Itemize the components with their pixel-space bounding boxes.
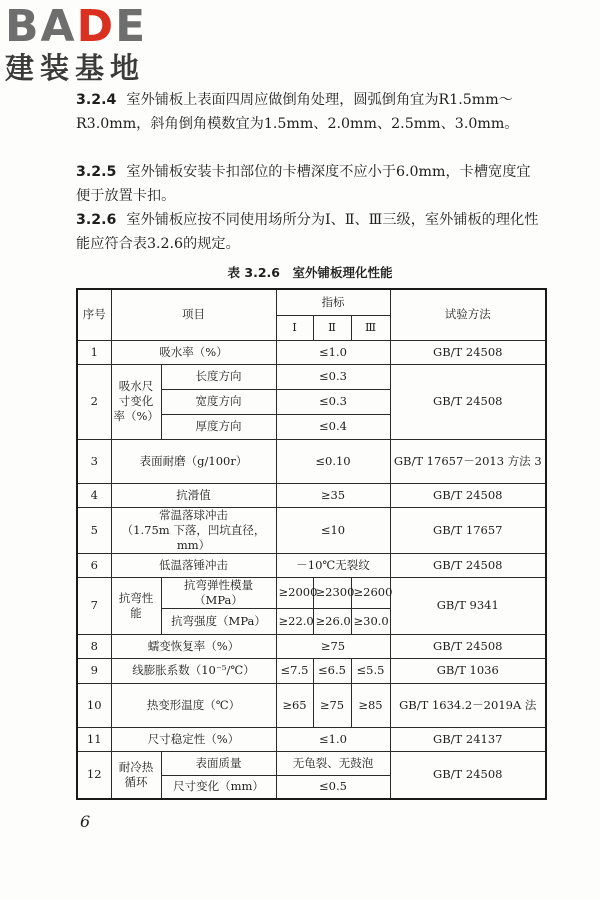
logo-wordmark: BADE [5,1,148,52]
header-item: 项目 [111,289,276,340]
row-method: GB/T 9341 [390,577,546,634]
row-number: 12 [77,751,111,799]
row-group: 吸水尺寸变化率（%） [111,364,161,439]
row-value: ≤0.5 [276,775,390,799]
row-value-grade-3: ≥2600 [351,577,390,608]
row-value: ≤0.4 [276,414,390,439]
row-value: ≥75 [276,634,390,658]
table-row [77,364,546,389]
clause-text: 室外铺板安装卡扣部位的卡槽深度不应小于6.0mm，卡槽宽度宜便于放置卡扣。 [76,164,531,204]
row-value: ≤0.3 [276,364,390,389]
row-item: 宽度方向 [161,389,276,414]
table-row [77,683,546,727]
row-number: 3 [77,439,111,483]
row-item: 线膨胀系数（10⁻⁵/℃） [111,658,276,683]
row-item: 尺寸稳定性（%） [111,727,276,751]
row-number: 7 [77,577,111,634]
row-item: 热变形温度（℃） [111,683,276,727]
row-number: 11 [77,727,111,751]
header-grade-3: Ⅲ [351,315,390,340]
row-value: ≤10 [276,507,390,553]
table-row [77,439,546,483]
row-number: 2 [77,364,111,439]
row-method: GB/T 24508 [390,751,546,799]
row-value-grade-1: ≥65 [276,683,313,727]
header-method: 试验方法 [390,289,546,340]
row-number: 8 [77,634,111,658]
row-value-grade-2: ≥26.0 [313,608,351,634]
logo-subtitle: 建装基地 [5,51,146,85]
row-method: GB/T 24137 [390,727,546,751]
clause-3-2-4 [76,88,544,136]
row-item: 抗滑值 [111,483,276,507]
row-value: ≤0.3 [276,389,390,414]
row-item: 低温落锤冲击 [111,553,276,577]
row-group: 耐冷热循环 [111,751,161,799]
row-item-cell [111,507,276,553]
row-method: GB/T 24508 [390,483,546,507]
row-method: GB/T 24508 [390,340,546,364]
row-item: 蠕变恢复率（%） [111,634,276,658]
clause-number: 3.2.6 [76,212,117,228]
row-group: 抗弯性能 [111,577,161,634]
row-value-grade-1: ≥22.0 [276,608,313,634]
brand-logo [5,1,148,85]
row-method: GB/T 17657 [390,507,546,553]
row-method: GB/T 17657－2013 方法 3 [390,439,546,483]
row-method: GB/T 1634.2－2019A 法 [390,683,546,727]
row-value: ≤1.0 [276,340,390,364]
table-header-row [77,289,546,315]
row-item: 表面耐磨（g/100r） [111,439,276,483]
row-value-grade-3: ≤5.5 [351,658,390,683]
row-item: 抗弯弹性模量（MPa） [161,577,276,608]
row-value-grade-3: ≥85 [351,683,390,727]
table-row [77,483,546,507]
row-item-note: （1.75m 下落，凹坑直径，mm） [121,522,266,552]
row-item: 抗弯强度（MPa） [161,608,276,634]
row-number: 4 [77,483,111,507]
table-row [77,658,546,683]
row-method: GB/T 24508 [390,634,546,658]
row-item: 吸水率（%） [111,340,276,364]
clause-text: 室外铺板应按不同使用场所分为Ⅰ、Ⅱ、Ⅲ三级，室外铺板的理化性能应符合表3.2.6的规定。 [76,212,539,252]
table-row [77,553,546,577]
header-indicator: 指标 [276,289,390,315]
row-value-grade-2: ≤6.5 [313,658,351,683]
header-grade-2: Ⅱ [313,315,351,340]
clause-3-2-6 [76,208,544,256]
row-value: ≤0.10 [276,439,390,483]
table-row [77,507,546,553]
row-value-grade-3: ≥30.0 [351,608,390,634]
row-number: 5 [77,507,111,553]
row-item: 表面质量 [161,751,276,775]
table-row [77,634,546,658]
table-row [77,751,546,775]
row-number: 10 [77,683,111,727]
header-no: 序号 [77,289,111,340]
row-number: 6 [77,553,111,577]
row-method: GB/T 1036 [390,658,546,683]
clause-number: 3.2.5 [76,164,117,180]
row-value-grade-1: ≤7.5 [276,658,313,683]
row-value-grade-1: ≥2000 [276,577,313,608]
properties-table [76,288,547,800]
row-value: 无龟裂、无鼓泡 [276,751,390,775]
clause-text: 室外铺板上表面四周应做倒角处理，圆弧倒角宜为R1.5mm～R3.0mm，斜角倒角模数宜为1.5mm、2.0mm、2.5mm、3.0mm。 [76,92,519,132]
row-item: 常温落球冲击 [159,507,228,522]
row-value: －10℃无裂纹 [276,553,390,577]
row-value-grade-2: ≥2300 [313,577,351,608]
row-value: ≥35 [276,483,390,507]
row-item: 长度方向 [161,364,276,389]
table-row [77,340,546,364]
table-title: 表 3.2.6 室外铺板理化性能 [227,265,393,280]
row-item: 尺寸变化（mm） [161,775,276,799]
row-number: 1 [77,340,111,364]
row-item: 厚度方向 [161,414,276,439]
table-row [77,577,546,608]
page-number: 6 [80,812,91,831]
table-row [77,727,546,751]
header-grade-1: Ⅰ [276,315,313,340]
row-number: 9 [77,658,111,683]
row-value-grade-2: ≥75 [313,683,351,727]
clause-number: 3.2.4 [76,92,117,108]
row-method: GB/T 24508 [390,364,546,439]
row-method: GB/T 24508 [390,553,546,577]
row-value: ≤1.0 [276,727,390,751]
clause-3-2-5 [76,160,544,208]
